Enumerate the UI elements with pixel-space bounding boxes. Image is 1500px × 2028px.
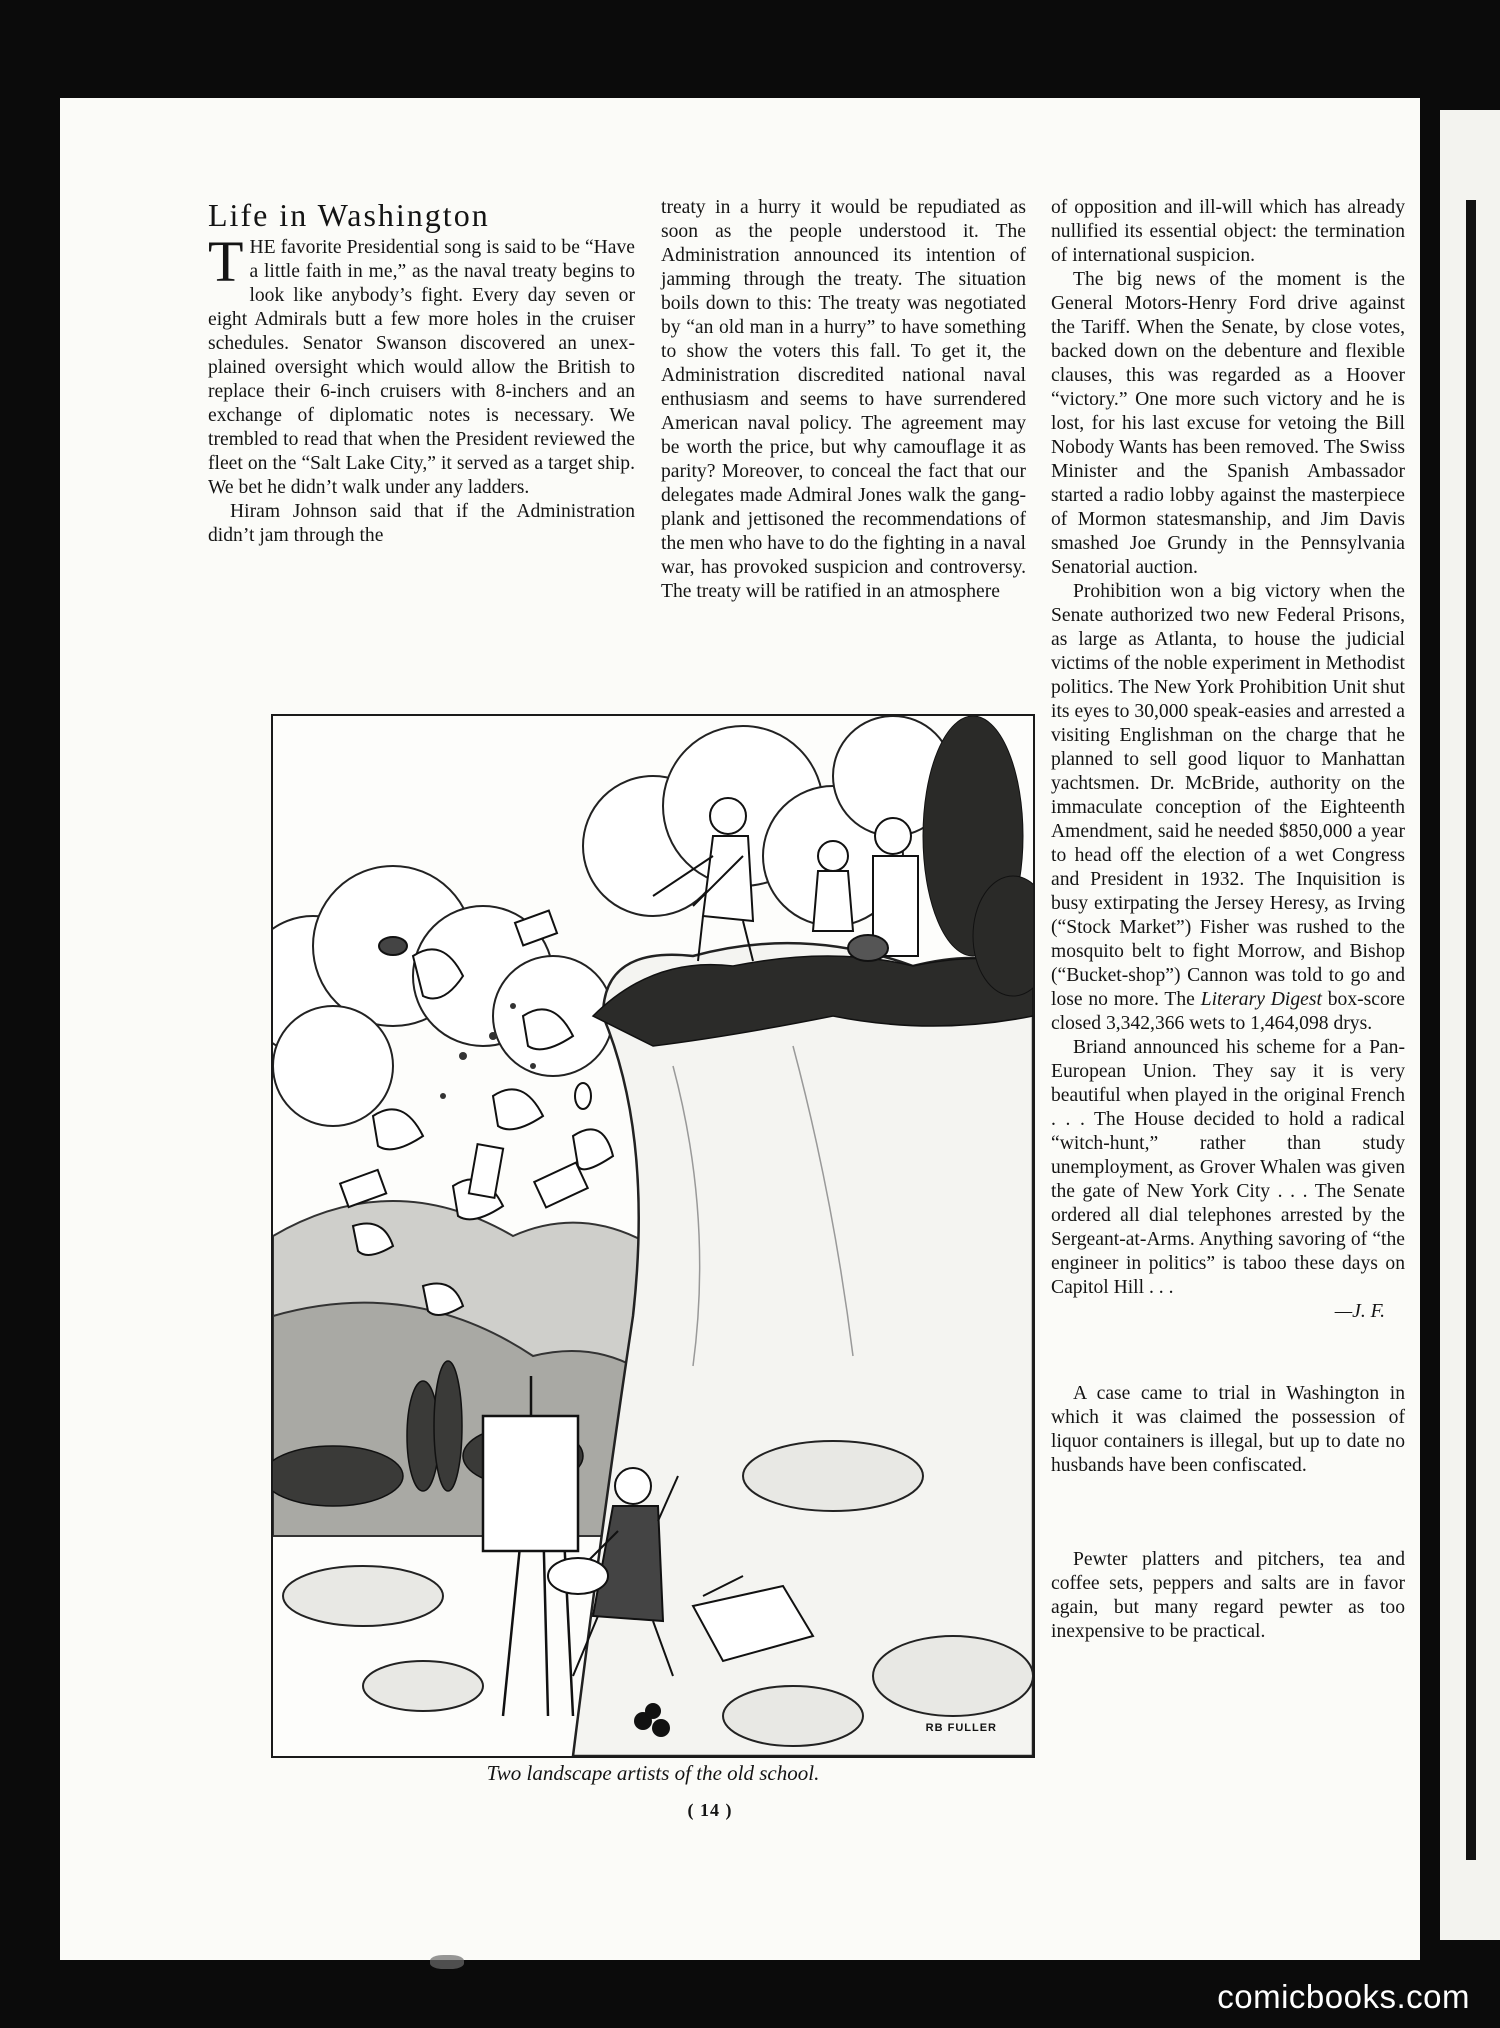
article-title: Life in Washington	[208, 197, 490, 233]
column-1	[208, 196, 635, 548]
page-number: ( 14 )	[687, 1800, 733, 1820]
author-signature: —J. F.	[1334, 1301, 1385, 1322]
paragraph: A case came to trial in Washington in which it was claimed the possession of liquor containers is illegal, but up to date no husbands have been confiscated.	[1051, 1383, 1405, 1476]
paragraph: THE favorite Presidential song is said to be “Have a little faith in me,” as the naval treaty begins to look like anybody’s fight. Every day seven or eight Admirals butt a few more holes in the cruiser schedules. Senator Swanson discovered an unexplained oversight which would allow the British to replace their 6-inch cruisers with 8-inchers and an exchange of diplomatic notes is necessary. We trembled to read that when the President reviewed the fleet on the “Salt Lake City,” it served as a target ship. We bet he didn’t walk under any ladders.	[208, 229, 635, 498]
cartoon-drawing	[273, 716, 1033, 1756]
paragraph: Hiram Johnson said that if the Administration didn’t jam through the	[208, 501, 635, 546]
drop-cap: T	[208, 229, 244, 294]
column-3	[1051, 196, 1405, 1644]
paragraph: of opposition and ill-will which has already nullified its essential object: the termination of international suspicion.	[1051, 197, 1405, 266]
paragraph: Prohibition won a big victory when the Senate authorized two new Federal Prisons, as large as Atlanta, to house the judicial victims of the noble experiment in Methodist politics. The New York Prohibition Unit shut its eyes to 30,000 speak-easies and arrested a visiting Englishman on the charge that he planned to sell good liquor to Manhattan yachtsmen. Dr. McBride, authority on the immaculate conception of the Eighteenth Amendment, said he needed $850,000 a year to head off the election of a wet Congress and President in 1932. The Inquisition is busy extirpating the Jersey Heresy, as Irving (“Stock Market”) Fisher was rushed to the mosquito belt to fight Morrow, and Bishop (“Bucket-shop”) Cannon was told to go and lose no more. The Literary Digest box-score closed 3,342,366 wets to 1,464,098 drys.	[1051, 581, 1405, 1034]
publication-name: Literary Digest	[1200, 989, 1322, 1010]
paragraph: The big news of the moment is the General Motors-Henry Ford drive against the Tariff. When the Senate, by close votes, backed down on the debenture and flexible clauses, this was regarded as a Hoover “victory.” One more such victory and he is lost, for his last excuse for vetoing the Bill Nobody Wants has been removed. The Swiss Minister and the Spanish Ambassador started a radio lobby against the masterpiece of Mormon statesmanship, and Jim Davis smashed Joe Grundy in the Pennsylvania Senatorial auction.	[1051, 269, 1405, 578]
paragraph: Briand announced his scheme for a Pan-European Union. They say it is very beautiful when played in the original French . . . The House decided to hold a radical “witch-hunt,” rather than study unemployment, as Grover Whalen was given the gate of New York City . . . The Senate ordered all dial telephones arrested by the Sergeant-at-Arms. Anything savoring of “the engineer in politics” is taboo these days on Capitol Hill . . .	[1051, 1037, 1405, 1298]
paragraph: treaty in a hurry it would be repudiated as soon as the people understood it. The Administration announced its intention of jamming through the treaty. The situation boils down to this: The treaty was negotiated by “an old man in a hurry” to have something to show the voters this fall. To get it, the Administration discredited national naval enthusiasm and seems to have surrendered American naval policy. The agreement may be worth the price, but why camouflage it as parity? Moreover, to conceal the fact that our delegates made Admiral Jones walk the gang-plank and jettisoned the recommendations of the men who have to do the fighting in a naval war, has provoked suspicion and controversy. The treaty will be ratified in an atmosphere	[661, 197, 1026, 602]
illustration-caption: Two landscape artists of the old school.	[486, 1761, 820, 1785]
paragraph: Pewter platters and pitchers, tea and coffee sets, peppers and salts are in favor again, but many regard pewter as too inexpensive to be practical.	[1051, 1549, 1405, 1642]
scan-speck	[430, 1955, 464, 1969]
watermark: comicbooks.com	[1217, 1978, 1470, 2015]
facing-page-edge	[1440, 110, 1500, 1940]
column-2	[661, 196, 1026, 604]
artist-signature: RB FULLER	[925, 1722, 997, 1734]
cartoon-illustration	[271, 714, 1035, 1758]
